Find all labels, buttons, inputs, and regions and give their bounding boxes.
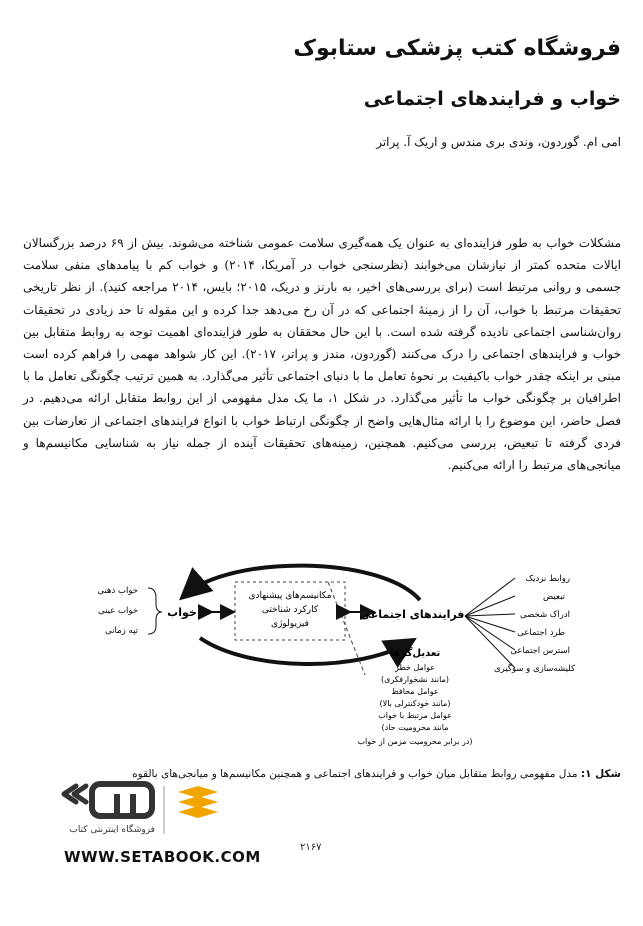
sleep-item-2: خواب عینی	[98, 606, 138, 616]
sleep-bracket	[148, 588, 162, 634]
caption-label: شکل ۱:	[580, 768, 621, 780]
sleep-node-label: خواب	[167, 606, 197, 619]
moderator-line-3: عوامل محافظ	[391, 687, 439, 696]
moderators-title: تعدیل‌گرها	[389, 648, 441, 659]
sleep-item-1: خواب ذهنی	[97, 586, 138, 596]
body-paragraph: مشکلات خواب به طور فزاینده‌ای به عنوان یک همه‌گیری سلامت عمومی شناخته می‌شوند. بیش از ۶۹ درصد بزرگسالان ایالات متحده کمتر از نیازشان می‌خوابند (نظرسنجی خواب در آمریکا، ۲۰۱۴) و خواب کم با پیامدهای منفی سلامت جسمی و روانی مرتبط است (برای بررسی‌های اخیر، به بارنز و دریک، ۲۰۱۵؛ بایس، ۲۰۱۴ مراجعه کنید). از نظر تاریخی تحقیقات مرتبط با خواب، آن را از زمینهٔ اجتماعی که در آن رخ می‌دهد جدا کرده و این مقوله تا حد زیادی در تحقیقات روان‌شناسی اجتماعی نادیده گرفته شده است. با این حال محققان به طور فزاینده‌ای اهمیت توجه به روابط متقابل بین خواب و فرایندهای اجتماعی را درک می‌کنند (گوردون، مندز و پراتر، ۲۰۱۷). این کار شواهد مهمی را فراهم کرده است مبنی بر اینکه چقدر خواب باکیفیت بر نحوهٔ تعامل ما با دنیای اجتماعی تأثیر می‌گذارد. به همین ترتیب چگونگی تعامل ما با اطرافیان بر چگونگی خواب ما تأثیر می‌گذارد. در شکل ۱، ما یک مدل مفهومی از این روابط متقابل ارائه می‌دهیم. در فصل حاضر، این موضوع را با ارائه مثال‌هایی واضح از چگونگی ارتباط خواب با انواع فرایندهای اجتماعی از تعارضات بین فردی گرفته تا تبعیض، بررسی می‌کنیم. همچنین، زمینه‌های تحقیقات آینده از جمله نیاز به شناسایی مکانیسم‌ها و میانجی‌های مرتبط را ارائه می‌کنیم.	[23, 236, 621, 473]
bottom-feedback-arrow	[200, 638, 410, 664]
store-title: فروشگاه کتب پزشکی ستابوک	[293, 36, 621, 61]
moderator-line-5: عوامل مرتبط با خواب	[378, 711, 452, 720]
moderator-line-7: در برابر محرومیت مزمن از خواب)	[357, 737, 473, 746]
mechanism-line-2: کارکرد شناختی	[261, 605, 319, 615]
sleep-item-3: تپه زمانی	[105, 626, 138, 636]
logo-tagline: فروشگاه اینترنتی کتاب	[69, 825, 155, 835]
setabook-logo	[60, 780, 290, 840]
moderator-line-4: (مانند خودکنترلی بالا)	[379, 699, 451, 708]
moderator-line-6: (مانند محرومیت حاد	[381, 723, 449, 732]
social-item-6: کلیشه‌سازی و سوگیری	[493, 664, 575, 674]
social-fan-lines	[465, 578, 515, 668]
authors-line: امی ام. گوردون، وندی بری مندس و اریک آ. پراتر	[376, 135, 621, 149]
figure-caption	[21, 768, 621, 780]
conceptual-model-figure	[60, 560, 600, 760]
logo-chevrons-icon	[64, 786, 86, 802]
logo-book-icon	[178, 786, 218, 818]
social-item-1: روابط نزدیک	[525, 574, 570, 584]
social-item-4: طرد اجتماعی	[517, 628, 565, 638]
social-item-5: استرس اجتماعی	[510, 646, 570, 656]
page-number: ۲۱۶۷	[300, 842, 322, 853]
social-node-label: فرایندهای اجتماعی	[359, 608, 465, 621]
chapter-title: خواب و فرایندهای اجتماعی	[363, 88, 621, 110]
mechanism-line-1: مکانیسم‌های پیشنهادی	[248, 591, 332, 601]
moderator-line-1: عوامل خطر	[395, 663, 435, 672]
social-item-2: تبعیض	[542, 592, 565, 602]
moderator-line-2: (مانند نشخوارفکری)	[380, 675, 450, 684]
body-text	[23, 232, 621, 476]
caption-text: مدل مفهومی روابط متقابل میان خواب و فرایندهای اجتماعی و همچنین مکانیسم‌ها و میانجی‌های بالقوه	[132, 768, 578, 780]
mechanism-line-3: فیزیولوژی	[271, 619, 309, 629]
social-item-3: ادراک شخصی	[520, 610, 570, 620]
website-url[interactable]: WWW.SETABOOK.COM	[64, 848, 261, 866]
